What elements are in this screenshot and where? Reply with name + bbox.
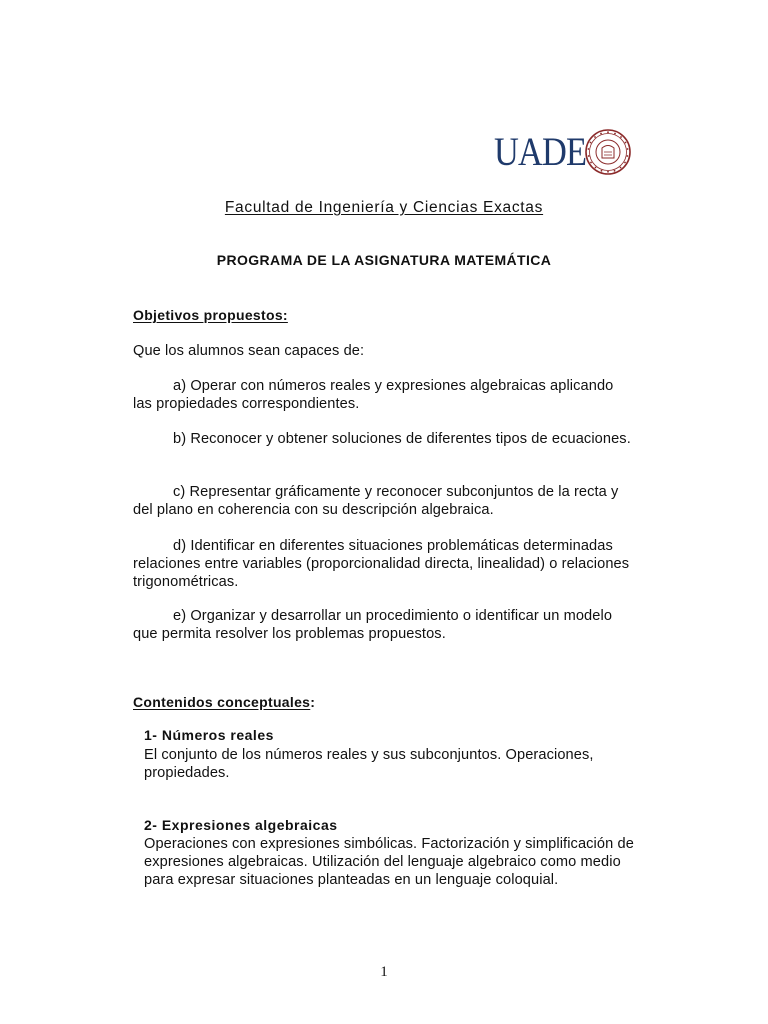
university-seal-icon bbox=[584, 128, 632, 176]
objective-item-b: b) Reconocer y obtener soluciones de diferentes tipos de ecuaciones. bbox=[173, 431, 631, 447]
logo-wordmark: UADE bbox=[494, 129, 587, 174]
uade-logo bbox=[494, 124, 636, 180]
unit-1-title: 1- Números reales bbox=[144, 727, 274, 743]
contents-heading-colon: : bbox=[310, 694, 316, 710]
objectives-heading-text: Objetivos propuestos: bbox=[133, 307, 288, 323]
contents-heading bbox=[133, 694, 315, 710]
unit-1-body: El conjunto de los números reales y sus subconjuntos. Operaciones, propiedades. bbox=[144, 747, 594, 781]
objectives-intro: Que los alumnos sean capaces de: bbox=[133, 343, 365, 359]
page-number: 1 bbox=[380, 964, 388, 980]
objective-item-c: c) Representar gráficamente y reconocer subconjuntos de la recta y del plano en coherencia con su descripción algebraica. bbox=[133, 484, 619, 518]
unit-2-title: 2- Expresiones algebraicas bbox=[144, 817, 338, 833]
faculty-title: Facultad de Ingeniería y Ciencias Exactas bbox=[224, 199, 544, 216]
objective-item-e: e) Organizar y desarrollar un procedimiento o identificar un modelo que permita resolver los problemas propuestos. bbox=[133, 608, 613, 642]
unit-2-body: Operaciones con expresiones simbólicas. Factorización y simplificación de expresiones algebraicas. Utilización del lenguaje algebraico como medio para expresar situaciones planteadas en un lenguaje coloquial. bbox=[144, 836, 634, 888]
program-title: PROGRAMA DE LA ASIGNATURA MATEMÁTICA bbox=[216, 252, 552, 268]
objective-item-d: d) Identificar en diferentes situaciones problemáticas determinadas relaciones entre variables (proporcionalidad directa, linealidad) o relaciones trigonométricas. bbox=[133, 538, 630, 590]
objectives-heading bbox=[133, 307, 288, 323]
contents-heading-text: Contenidos conceptuales bbox=[133, 694, 311, 710]
objective-item-a: a) Operar con números reales y expresiones algebraicas aplicando las propiedades correspondientes. bbox=[133, 378, 614, 412]
